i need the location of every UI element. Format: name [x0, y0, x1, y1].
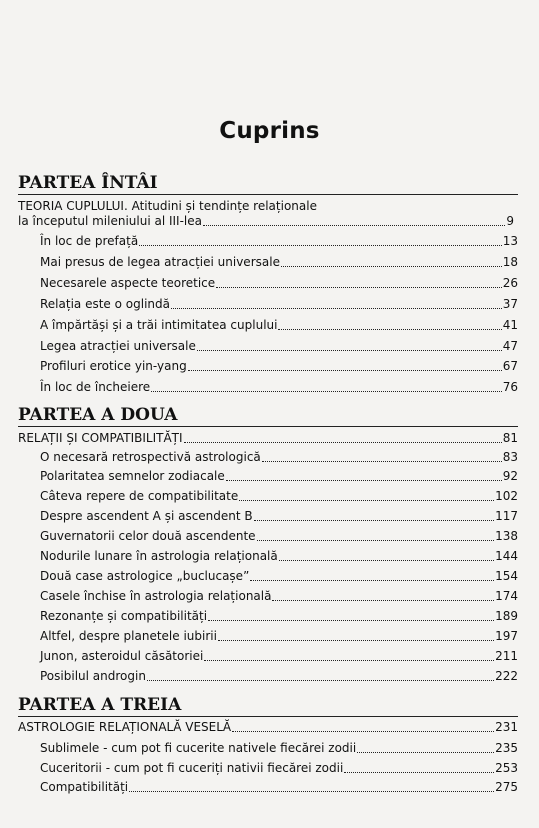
toc-entry[interactable] [40, 669, 518, 683]
entry-title: Câteva repere de compatibilitate [40, 489, 239, 503]
part-heading: PARTEA ÎNTÂI [18, 173, 158, 193]
entry-page: 211 [495, 649, 518, 663]
entry-title: ASTROLOGIE RELAȚIONALĂ VESELĂ [18, 720, 232, 734]
entry-page: 222 [495, 669, 518, 683]
entry-title: Posibilul androgin [40, 669, 146, 683]
entry-title: Polaritatea semnelor zodiacale [40, 469, 225, 483]
entry-title: la începutul mileniului al III-lea [18, 214, 202, 228]
entry-title: Casele închise în astrologia relațională [40, 589, 272, 603]
leader-dots [257, 530, 495, 541]
part-heading: PARTEA A DOUA [18, 405, 178, 425]
entry-page: 117 [495, 509, 518, 523]
divider [18, 716, 518, 717]
entry-title: Despre ascendent A și ascendent B [40, 509, 253, 523]
toc-entry[interactable] [40, 450, 518, 464]
entry-page: 76 [502, 380, 518, 394]
entry-page: 9 [506, 214, 514, 228]
entry-page: 231 [495, 720, 518, 734]
entry-page: 26 [502, 276, 518, 290]
entry-title: În loc de încheiere [40, 380, 151, 394]
toc-entry[interactable] [40, 780, 518, 794]
toc-entry[interactable] [40, 234, 518, 248]
entry-page: 13 [502, 234, 518, 248]
leader-dots [239, 490, 494, 501]
leader-dots [357, 742, 494, 753]
entry-page: 189 [495, 609, 518, 623]
entry-title: Guvernatorii celor două ascendente [40, 529, 256, 543]
leader-dots [204, 650, 494, 661]
leader-dots [151, 381, 502, 392]
entry-page: 81 [502, 431, 518, 445]
leader-dots [197, 340, 502, 351]
toc-entry[interactable] [40, 297, 518, 311]
toc-entry[interactable] [18, 214, 514, 228]
toc-entry[interactable] [40, 489, 518, 503]
toc-intro-line: TEORIA CUPLULUI. Atitudini și tendințe relaționale [18, 199, 317, 213]
leader-dots [278, 319, 501, 330]
leader-dots [218, 630, 494, 641]
entry-page: 174 [495, 589, 518, 603]
toc-entry[interactable] [40, 589, 518, 603]
divider [18, 194, 518, 195]
entry-title: Sublimele - cum pot fi cucerite nativele fiecărei zodii [40, 741, 357, 755]
entry-page: 83 [502, 450, 518, 464]
leader-dots [147, 670, 494, 681]
leader-dots [232, 721, 494, 732]
leader-dots [184, 432, 502, 443]
toc-entry[interactable] [40, 380, 518, 394]
part-heading: PARTEA A TREIA [18, 695, 182, 715]
leader-dots [254, 510, 494, 521]
toc-entry[interactable] [40, 509, 518, 523]
entry-title: A împărtăși și a trăi intimitatea cuplului [40, 318, 278, 332]
leader-dots [208, 610, 494, 621]
entry-page: 92 [502, 469, 518, 483]
leader-dots [344, 762, 494, 773]
toc-entry[interactable] [40, 359, 518, 373]
entry-page: 102 [495, 489, 518, 503]
entry-title: Relația este o oglindă [40, 297, 170, 311]
toc-entry[interactable] [18, 720, 518, 734]
entry-title: Mai presus de legea atracției universale [40, 255, 280, 269]
entry-page: 41 [502, 318, 518, 332]
entry-title: Două case astrologice „buclucașe” [40, 569, 250, 583]
leader-dots [281, 256, 502, 267]
entry-page: 144 [495, 549, 518, 563]
leader-dots [262, 451, 502, 462]
toc-entry[interactable] [40, 339, 518, 353]
entry-page: 235 [495, 741, 518, 755]
toc-entry[interactable] [40, 649, 518, 663]
toc-entry[interactable] [40, 609, 518, 623]
entry-title: Cuceritorii - cum pot fi cuceriți nativii fiecărei zodii [40, 761, 344, 775]
entry-page: 197 [495, 629, 518, 643]
leader-dots [226, 470, 502, 481]
entry-title: Necesarele aspecte teoretice [40, 276, 216, 290]
entry-page: 47 [502, 339, 518, 353]
entry-page: 275 [495, 780, 518, 794]
toc-entry[interactable] [40, 741, 518, 755]
toc-entry[interactable] [40, 761, 518, 775]
entry-title: RELAȚII ȘI COMPATIBILITĂȚI [18, 431, 183, 445]
divider [18, 426, 518, 427]
leader-dots [129, 781, 494, 792]
leader-dots [139, 235, 502, 246]
entry-title: Nodurile lunare în astrologia relațională [40, 549, 278, 563]
entry-title: O necesară retrospectivă astrologică [40, 450, 261, 464]
leader-dots [279, 550, 494, 561]
toc-entry[interactable] [18, 431, 518, 445]
entry-title: Altfel, despre planetele iubirii [40, 629, 217, 643]
entry-title: Rezonanțe și compatibilități [40, 609, 208, 623]
leader-dots [216, 277, 502, 288]
leader-dots [272, 590, 494, 601]
leader-dots [250, 570, 494, 581]
leader-dots [203, 215, 505, 226]
toc-entry[interactable] [40, 276, 518, 290]
entry-title: În loc de prefață [40, 234, 139, 248]
entry-page: 138 [495, 529, 518, 543]
toc-entry[interactable] [40, 469, 518, 483]
entry-page: 37 [502, 297, 518, 311]
leader-dots [188, 360, 502, 371]
toc-entry[interactable] [40, 569, 518, 583]
toc-entry[interactable] [40, 255, 518, 269]
entry-page: 18 [502, 255, 518, 269]
entry-title: Legea atracției universale [40, 339, 196, 353]
entry-title: Junon, asteroidul căsătoriei [40, 649, 204, 663]
leader-dots [171, 298, 502, 309]
toc-entry[interactable] [40, 318, 518, 332]
entry-title: Compatibilități [40, 780, 129, 794]
toc-entry[interactable] [40, 549, 518, 563]
entry-page: 67 [502, 359, 518, 373]
page-title: Cuprins [219, 118, 320, 144]
toc-entry[interactable] [40, 629, 518, 643]
entry-title: Profiluri erotice yin-yang [40, 359, 187, 373]
entry-page: 154 [495, 569, 518, 583]
entry-page: 253 [495, 761, 518, 775]
toc-entry[interactable] [40, 529, 518, 543]
